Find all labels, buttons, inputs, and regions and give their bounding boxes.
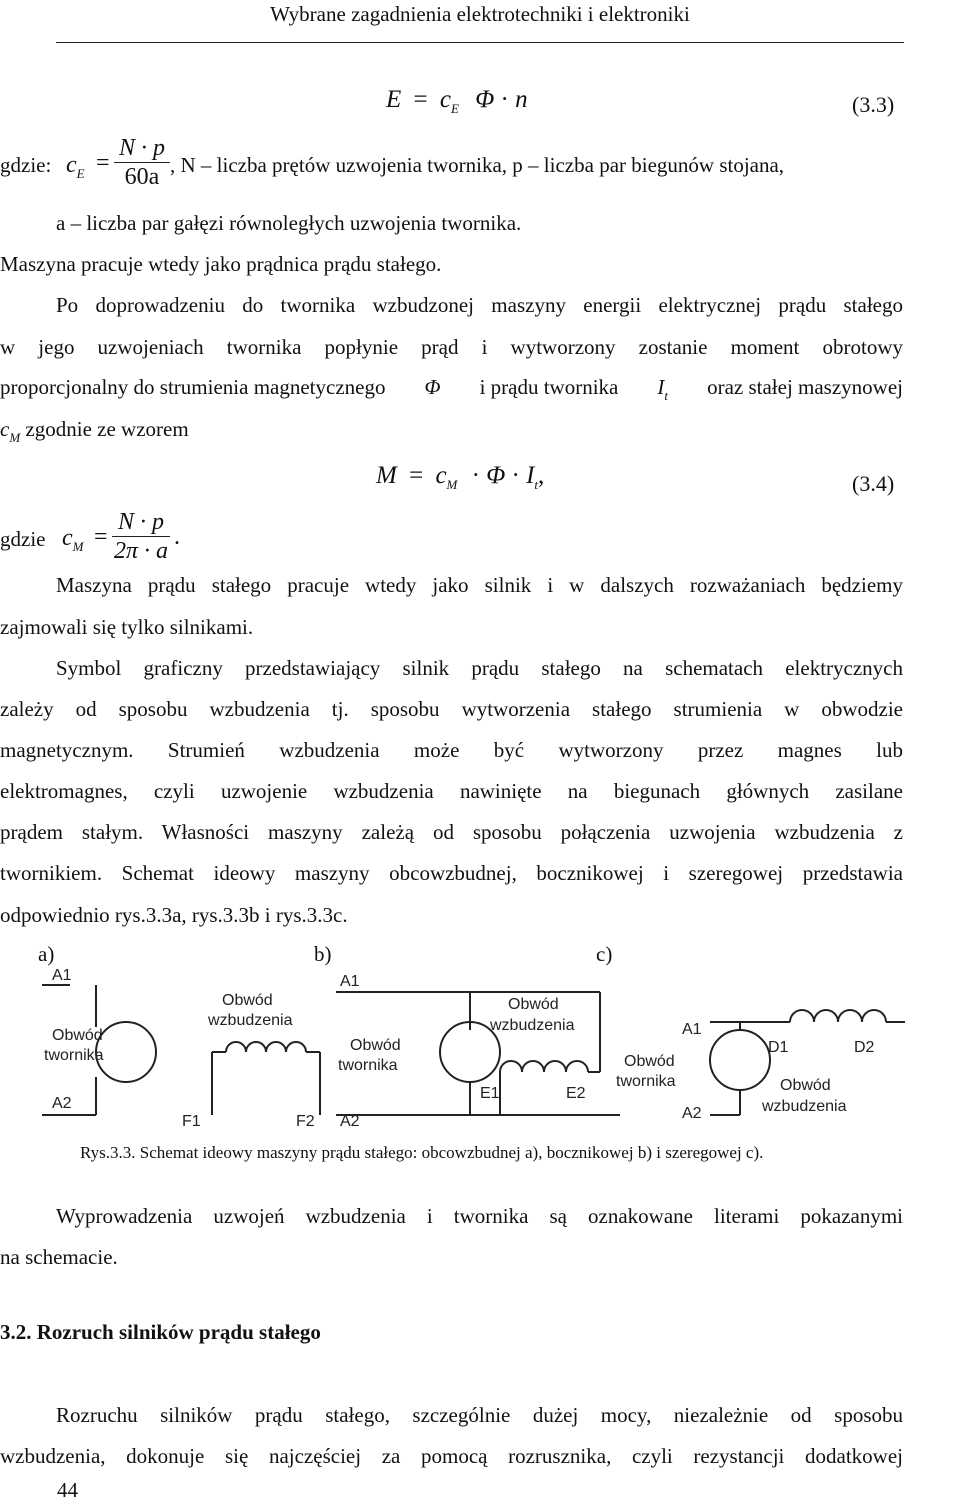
equation-number-3-3: (3.3) xyxy=(852,92,895,117)
eq33-equals: = xyxy=(413,86,428,113)
para1-l3-I: $I_t$ xyxy=(657,375,669,403)
eq34-phi: Φ xyxy=(486,462,506,489)
eq34-c-sub: M xyxy=(446,477,458,492)
figure-label-a: a) xyxy=(38,942,55,966)
c-armature-label-2: twornika xyxy=(616,1073,676,1090)
figure-schematics xyxy=(0,960,960,1135)
para1-line3 xyxy=(0,375,903,403)
def1-equals: = xyxy=(96,150,110,176)
eq34-I: I xyxy=(526,462,535,489)
equation-number-3-4: (3.4) xyxy=(852,471,895,496)
eq33-phi: Φ xyxy=(475,86,495,113)
eq34-equals: = xyxy=(409,462,424,489)
para3-line1: Symbol graficzny przedstawiający silnik prądu stałego na schematach elektrycznych xyxy=(56,656,903,680)
eq33-dot: · xyxy=(500,86,509,113)
para4-line2: na schemacie. xyxy=(0,1245,118,1269)
para3-line3: magnetycznym. Strumień wzbudzenia może być wytworzony przez magnes lub xyxy=(0,738,903,762)
def1-fraction xyxy=(114,134,170,191)
running-header: Wybrane zagadnienia elektrotechniki i elektroniki xyxy=(270,2,690,26)
para3-line7: odpowiednio rys.3.3a, rys.3.3b i rys.3.3c. xyxy=(0,903,348,927)
eq34-comma: , xyxy=(538,462,545,489)
a-terminal-A1: A1 xyxy=(52,967,72,984)
def1-cE xyxy=(66,152,85,179)
para1-l3-b: i prądu twornika xyxy=(479,375,619,399)
b-terminal-E2: E2 xyxy=(566,1085,586,1102)
para2-line2: zajmowali się tylko silnikami. xyxy=(0,615,254,639)
a-terminal-F2: F2 xyxy=(296,1113,315,1130)
def2-c: c xyxy=(62,525,73,551)
para3-line2: zależy od sposobu wzbudzenia tj. sposobu wytworzenia stałego strumienia w obwodzie xyxy=(0,697,903,721)
c-terminal-A2: A2 xyxy=(682,1105,702,1122)
def2-denominator: 2π · a xyxy=(113,538,169,564)
def2-numerator: N · p xyxy=(117,509,164,535)
para1-line4 xyxy=(0,417,189,445)
c-terminal-A1: A1 xyxy=(682,1021,702,1038)
para3-line4: elektromagnes, czyli uzwojenie wzbudzenia nawinięte na biegunach głównych zasilane xyxy=(0,779,903,803)
page-number: 44 xyxy=(57,1478,78,1502)
header-rule xyxy=(56,42,904,43)
eq33-c-sub: E xyxy=(451,101,459,116)
para1-l4-sub: M xyxy=(9,430,21,445)
para2-line1: Maszyna prądu stałego pracuje wtedy jako silnik i w dalszych rozważaniach będziemy xyxy=(56,573,903,597)
a-field-label-2: wzbudzenia xyxy=(208,1012,293,1029)
eq33-n: n xyxy=(515,86,528,113)
a-field-label-1: Obwód xyxy=(222,992,273,1009)
equation-3-4 xyxy=(376,462,544,490)
c-field-label-1: Obwód xyxy=(780,1077,831,1094)
b-field-label-1: Obwód xyxy=(508,996,559,1013)
para3-line6: twornikiem. Schemat ideowy maszyny obcowzbudnej, bocznikowej i szeregowej przedstawia xyxy=(0,861,903,885)
line-a-definition: a – liczba par gałęzi równoległych uzwojenia twornika. xyxy=(56,211,522,235)
def1-denominator: 60a xyxy=(124,164,160,190)
a-armature-label-1: Obwód xyxy=(52,1027,103,1044)
def2-c-sub: M xyxy=(72,539,84,554)
def1-prefix: gdzie: xyxy=(0,153,52,177)
eq34-I-sub: t xyxy=(534,477,539,492)
def1-c: c xyxy=(66,152,77,178)
section-heading: 3.2. Rozruch silników prądu stałego xyxy=(0,1320,321,1344)
eq34-c: c xyxy=(435,462,447,489)
para1-line2: w jego uzwojeniach twornika popłynie prąd i wytworzony zostanie moment obrotowy xyxy=(0,335,903,359)
line-generator: Maszyna pracuje wtedy jako prądnica prądu stałego. xyxy=(0,252,442,276)
a-terminal-A2: A2 xyxy=(52,1095,72,1112)
def2-fraction xyxy=(112,508,170,565)
b-armature-label-2: twornika xyxy=(338,1057,398,1074)
para3-line5: prądem stałym. Własności maszyny zależą od sposobu połączenia uzwojenia wzbudzenia z xyxy=(0,820,903,844)
para5-line2: wzbudzenia, dokonuje się najczęściej za pomocą rozrusznika, czyli rezystancji dodatkowej xyxy=(0,1444,903,1468)
c-field-label-2: wzbudzenia xyxy=(762,1098,847,1115)
b-field-label-2: wzbudzenia xyxy=(490,1017,575,1034)
eq33-E: E xyxy=(386,86,402,113)
eq33-c: c xyxy=(439,86,451,113)
para1-line1: Po doprowadzeniu do twornika wzbudzonej maszyny energii elektrycznej prądu stałego xyxy=(56,293,903,317)
def2-cM xyxy=(62,525,84,552)
def1-c-sub: E xyxy=(76,166,85,181)
eq34-M: M xyxy=(376,462,397,489)
para5-line1: Rozruchu silników prądu stałego, szczególnie dużej mocy, niezależnie od sposobu xyxy=(56,1403,903,1427)
def2-period: . xyxy=(174,524,180,550)
equation-3-3 xyxy=(386,86,528,114)
c-terminal-D2: D2 xyxy=(854,1039,875,1056)
b-terminal-A1: A1 xyxy=(340,973,360,990)
a-terminal-F1: F1 xyxy=(182,1113,201,1130)
para1-l3-a: proporcjonalny do strumienia magnetycznego xyxy=(0,375,386,399)
eq34-dot2: · xyxy=(511,462,520,489)
def2-equals: = xyxy=(94,524,108,550)
def2-prefix: gdzie xyxy=(0,527,46,551)
b-terminal-A2: A2 xyxy=(340,1113,360,1130)
para1-l3-c: oraz stałej maszynowej xyxy=(707,375,903,399)
a-armature-label-2: twornika xyxy=(44,1047,104,1064)
para1-l4-c: c xyxy=(0,417,10,441)
b-armature-label-1: Obwód xyxy=(350,1037,401,1054)
figure-caption: Rys.3.3. Schemat ideowy maszyny prądu stałego: obcowzbudnej a), bocznikowej b) i szeregowej c). xyxy=(80,1143,764,1162)
c-armature-label-1: Obwód xyxy=(624,1053,675,1070)
b-terminal-E1: E1 xyxy=(480,1085,500,1102)
c-terminal-D1: D1 xyxy=(768,1039,789,1056)
def1-numerator: N · p xyxy=(118,135,165,161)
para1-l3-phi: Φ xyxy=(424,375,441,399)
para4-line1: Wyprowadzenia uzwojeń wzbudzenia i twornika są oznakowane literami pokazanymi xyxy=(56,1204,903,1228)
para1-l4-rest: zgodnie ze wzorem xyxy=(20,417,189,441)
figure-label-b: b) xyxy=(314,942,332,966)
eq34-dot1: · xyxy=(471,462,480,489)
def1-rest: , N – liczba prętów uzwojenia twornika, p – liczba par biegunów stojana, xyxy=(170,153,785,177)
figure-label-c: c) xyxy=(596,942,613,966)
